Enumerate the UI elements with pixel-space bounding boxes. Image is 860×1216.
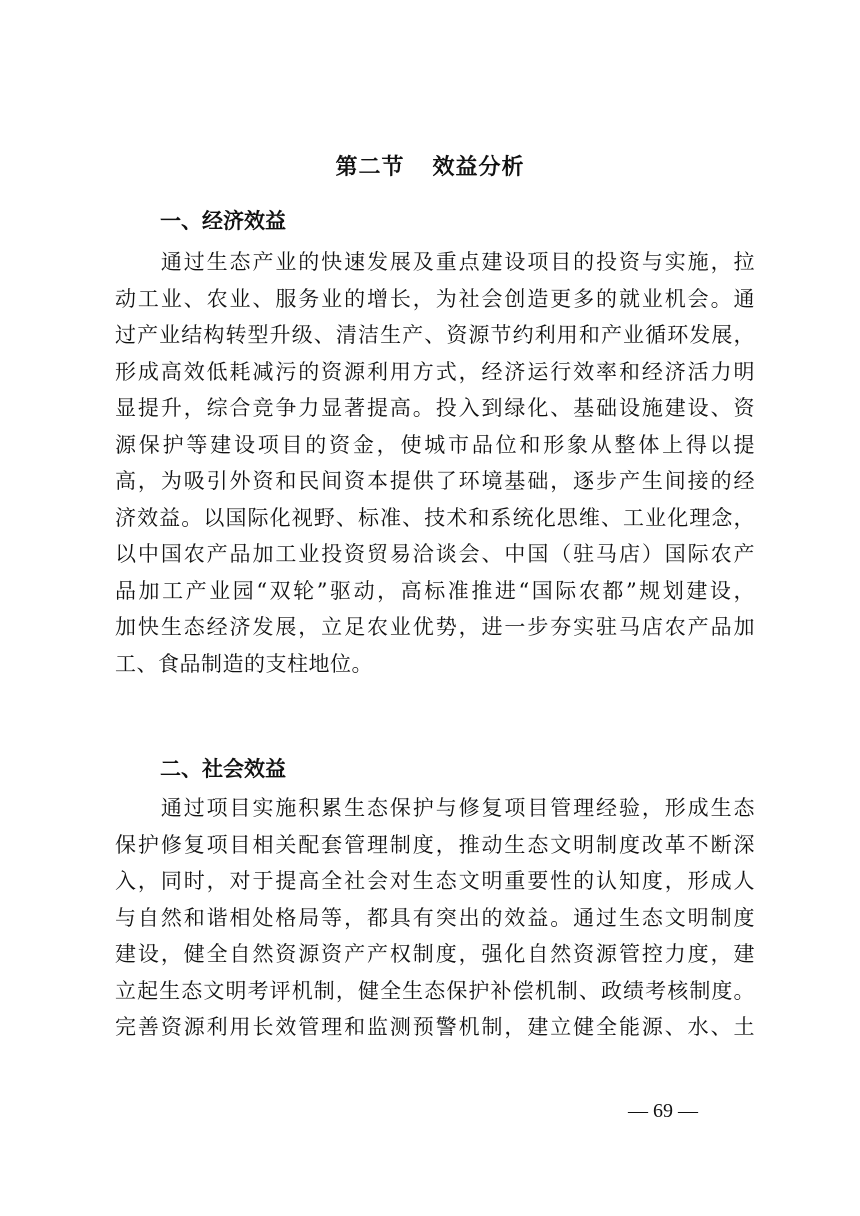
paragraph-line: 通过生态产业的快速发展及重点建设项目的投资与实施，拉: [115, 250, 755, 274]
paragraph-line: 高，为吸引外资和民间资本提供了环境基础，逐步产生间接的经: [115, 469, 755, 493]
paragraph-line: 完善资源利用长效管理和监测预警机制，建立健全能源、水、土: [115, 1015, 755, 1039]
section-name: 效益分析: [432, 155, 525, 180]
paragraph-line: 工、食品制造的支柱地位。: [115, 651, 373, 676]
paragraph-line: 形成高效低耗减污的资源利用方式，经济运行效率和经济活力明: [115, 359, 755, 384]
paragraph-line: 以中国农产品加工业投资贸易洽谈会、中国（驻马店）国际农产: [115, 542, 755, 566]
paragraph-line: 建设，健全自然资源资产产权制度，强化自然资源管控力度，建: [115, 942, 755, 966]
paragraph-line: 入，同时，对于提高全社会对生态文明重要性的认知度，形成人: [115, 869, 755, 893]
paragraph-line: 动工业、农业、服务业的增长，为社会创造更多的就业机会。通: [115, 286, 755, 311]
paragraph-line: 与自然和谐相处格局等，都具有突出的效益。通过生态文明制度: [115, 905, 755, 930]
economic-paragraph: [115, 244, 755, 682]
paragraph-line: 加快生态经济发展，立足农业优势，进一步夯实驻马店农产品加: [115, 615, 755, 639]
paragraph-line: 显提升，综合竞争力显著提高。投入到绿化、基础设施建设、资: [115, 396, 755, 420]
paragraph-line: 过产业结构转型升级、清洁生产、资源节约利用和产业循环发展，: [115, 323, 755, 347]
paragraph-line: 品加工产业园“双轮”驱动，高标准推进“国际农都”规划建设，: [115, 578, 755, 603]
paragraph-line: 通过项目实施积累生态保护与修复项目管理经验，形成生态: [115, 796, 755, 820]
section-title: [0, 150, 860, 181]
paragraph-line: 济效益。以国际化视野、标准、技术和系统化思维、工业化理念，: [115, 505, 755, 530]
social-paragraph: [115, 790, 755, 1046]
page-number: — 69 —: [628, 1100, 698, 1122]
paragraph-line: 源保护等建设项目的资金，使城市品位和形象从整体上得以提: [115, 432, 755, 457]
paragraph-line: 立起生态文明考评机制，健全生态保护补偿机制、政绩考核制度。: [115, 978, 755, 1003]
paragraph-line: 保护修复项目相关配套管理制度，推动生态文明制度改革不断深: [115, 832, 755, 857]
section-number: 第二节: [335, 155, 405, 180]
heading-social: 二、社会效益: [160, 757, 286, 781]
heading-economic: 一、经济效益: [160, 209, 286, 233]
